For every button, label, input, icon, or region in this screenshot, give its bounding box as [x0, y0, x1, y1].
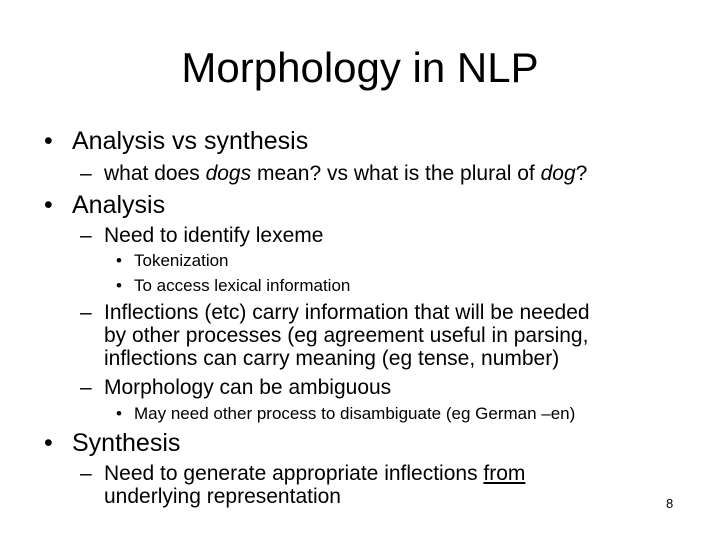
generate-text: Need to generate appropriate inflections: [104, 462, 484, 485]
question-part-3: mean? vs what is the plural of: [251, 162, 541, 185]
dash-marker: –: [80, 224, 92, 247]
bullet-marker: •: [44, 127, 53, 155]
dash-marker: –: [80, 376, 92, 399]
sub-sub-bullet-tokenization: Tokenization: [134, 251, 229, 270]
sub-bullet-inflections-line-1: Inflections (etc) carry information that will be needed: [104, 301, 590, 324]
bullet-synthesis: Synthesis: [72, 429, 181, 457]
sub-bullet-generate-line-1: [104, 462, 525, 486]
slide-title: Morphology in NLP: [181, 44, 539, 91]
sub-bullet-question: [104, 162, 587, 186]
question-part-5: ?: [575, 162, 588, 185]
sub-bullet-inflections-line-3: inflections can carry meaning (eg tense, number): [104, 347, 560, 370]
bullet-marker: •: [44, 191, 53, 219]
dash-marker: –: [80, 301, 92, 324]
page-number: 8: [666, 496, 674, 511]
sub-sub-bullet-marker: •: [116, 251, 122, 270]
sub-sub-bullet-marker: •: [116, 404, 122, 423]
sub-bullet-generate-line-2: underlying representation: [104, 485, 341, 508]
dash-marker: –: [80, 162, 92, 185]
from-underlined: from: [483, 462, 526, 485]
sub-bullet-identify-lexeme: Need to identify lexeme: [104, 224, 324, 247]
question-part-1: what does: [104, 162, 206, 185]
sub-bullet-inflections-line-2: by other processes (eg agreement useful in parsing,: [104, 324, 589, 347]
question-dog-italic: dog: [540, 162, 576, 185]
question-dogs-italic: dogs: [205, 162, 252, 185]
bullet-marker: •: [44, 429, 53, 457]
bullet-analysis-vs-synthesis: Analysis vs synthesis: [72, 127, 309, 155]
bullet-analysis: Analysis: [72, 191, 166, 219]
sub-bullet-ambiguous: Morphology can be ambiguous: [104, 376, 392, 399]
sub-sub-bullet-lexical-access: To access lexical information: [134, 276, 351, 295]
sub-sub-bullet-disambiguate: May need other process to disambiguate (eg German –en): [134, 404, 576, 423]
sub-sub-bullet-marker: •: [116, 276, 122, 295]
dash-marker: –: [80, 462, 92, 485]
